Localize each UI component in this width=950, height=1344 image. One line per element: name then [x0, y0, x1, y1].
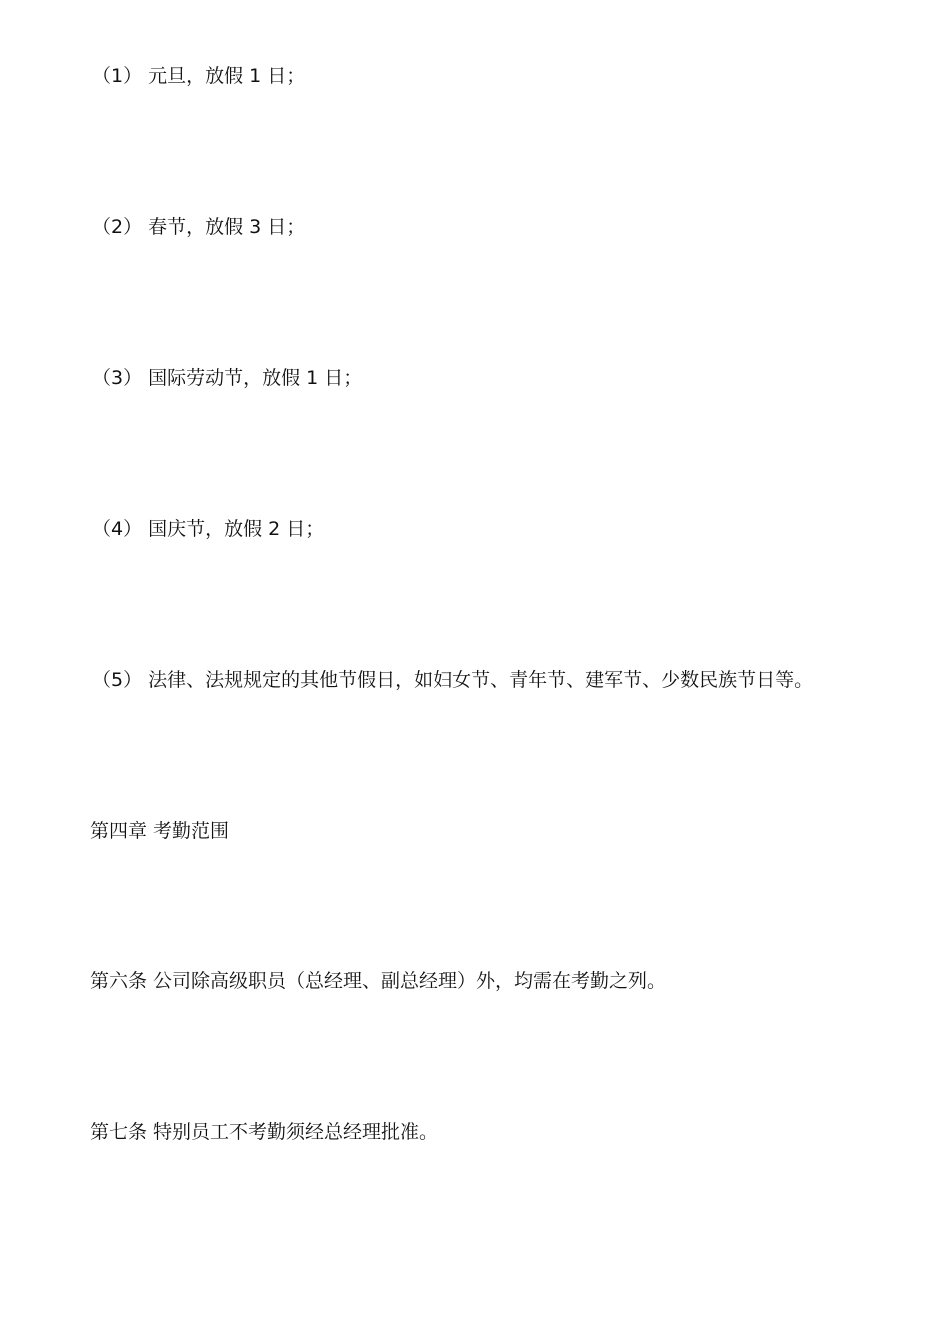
holiday-item-labor-day: （3） 国际劳动节，放假 1 日；: [92, 367, 363, 389]
holiday-item-spring-festival: （2） 春节，放假 3 日；: [92, 216, 306, 238]
holiday-item-other-holidays: （5） 法律、法规规定的其他节假日，如妇女节、青年节、建军节、少数民族节日等。: [92, 669, 814, 691]
chapter-heading: 第四章 考勤范围: [90, 820, 230, 842]
article-seven: 第七条 特别员工不考勤须经总经理批准。: [90, 1121, 439, 1143]
holiday-item-national-day: （4） 国庆节，放假 2 日；: [92, 518, 325, 540]
article-six: 第六条 公司除高级职员（总经理、副总经理）外，均需在考勤之列。: [90, 970, 667, 992]
holiday-item-new-year: （1） 元旦，放假 1 日；: [92, 65, 306, 87]
